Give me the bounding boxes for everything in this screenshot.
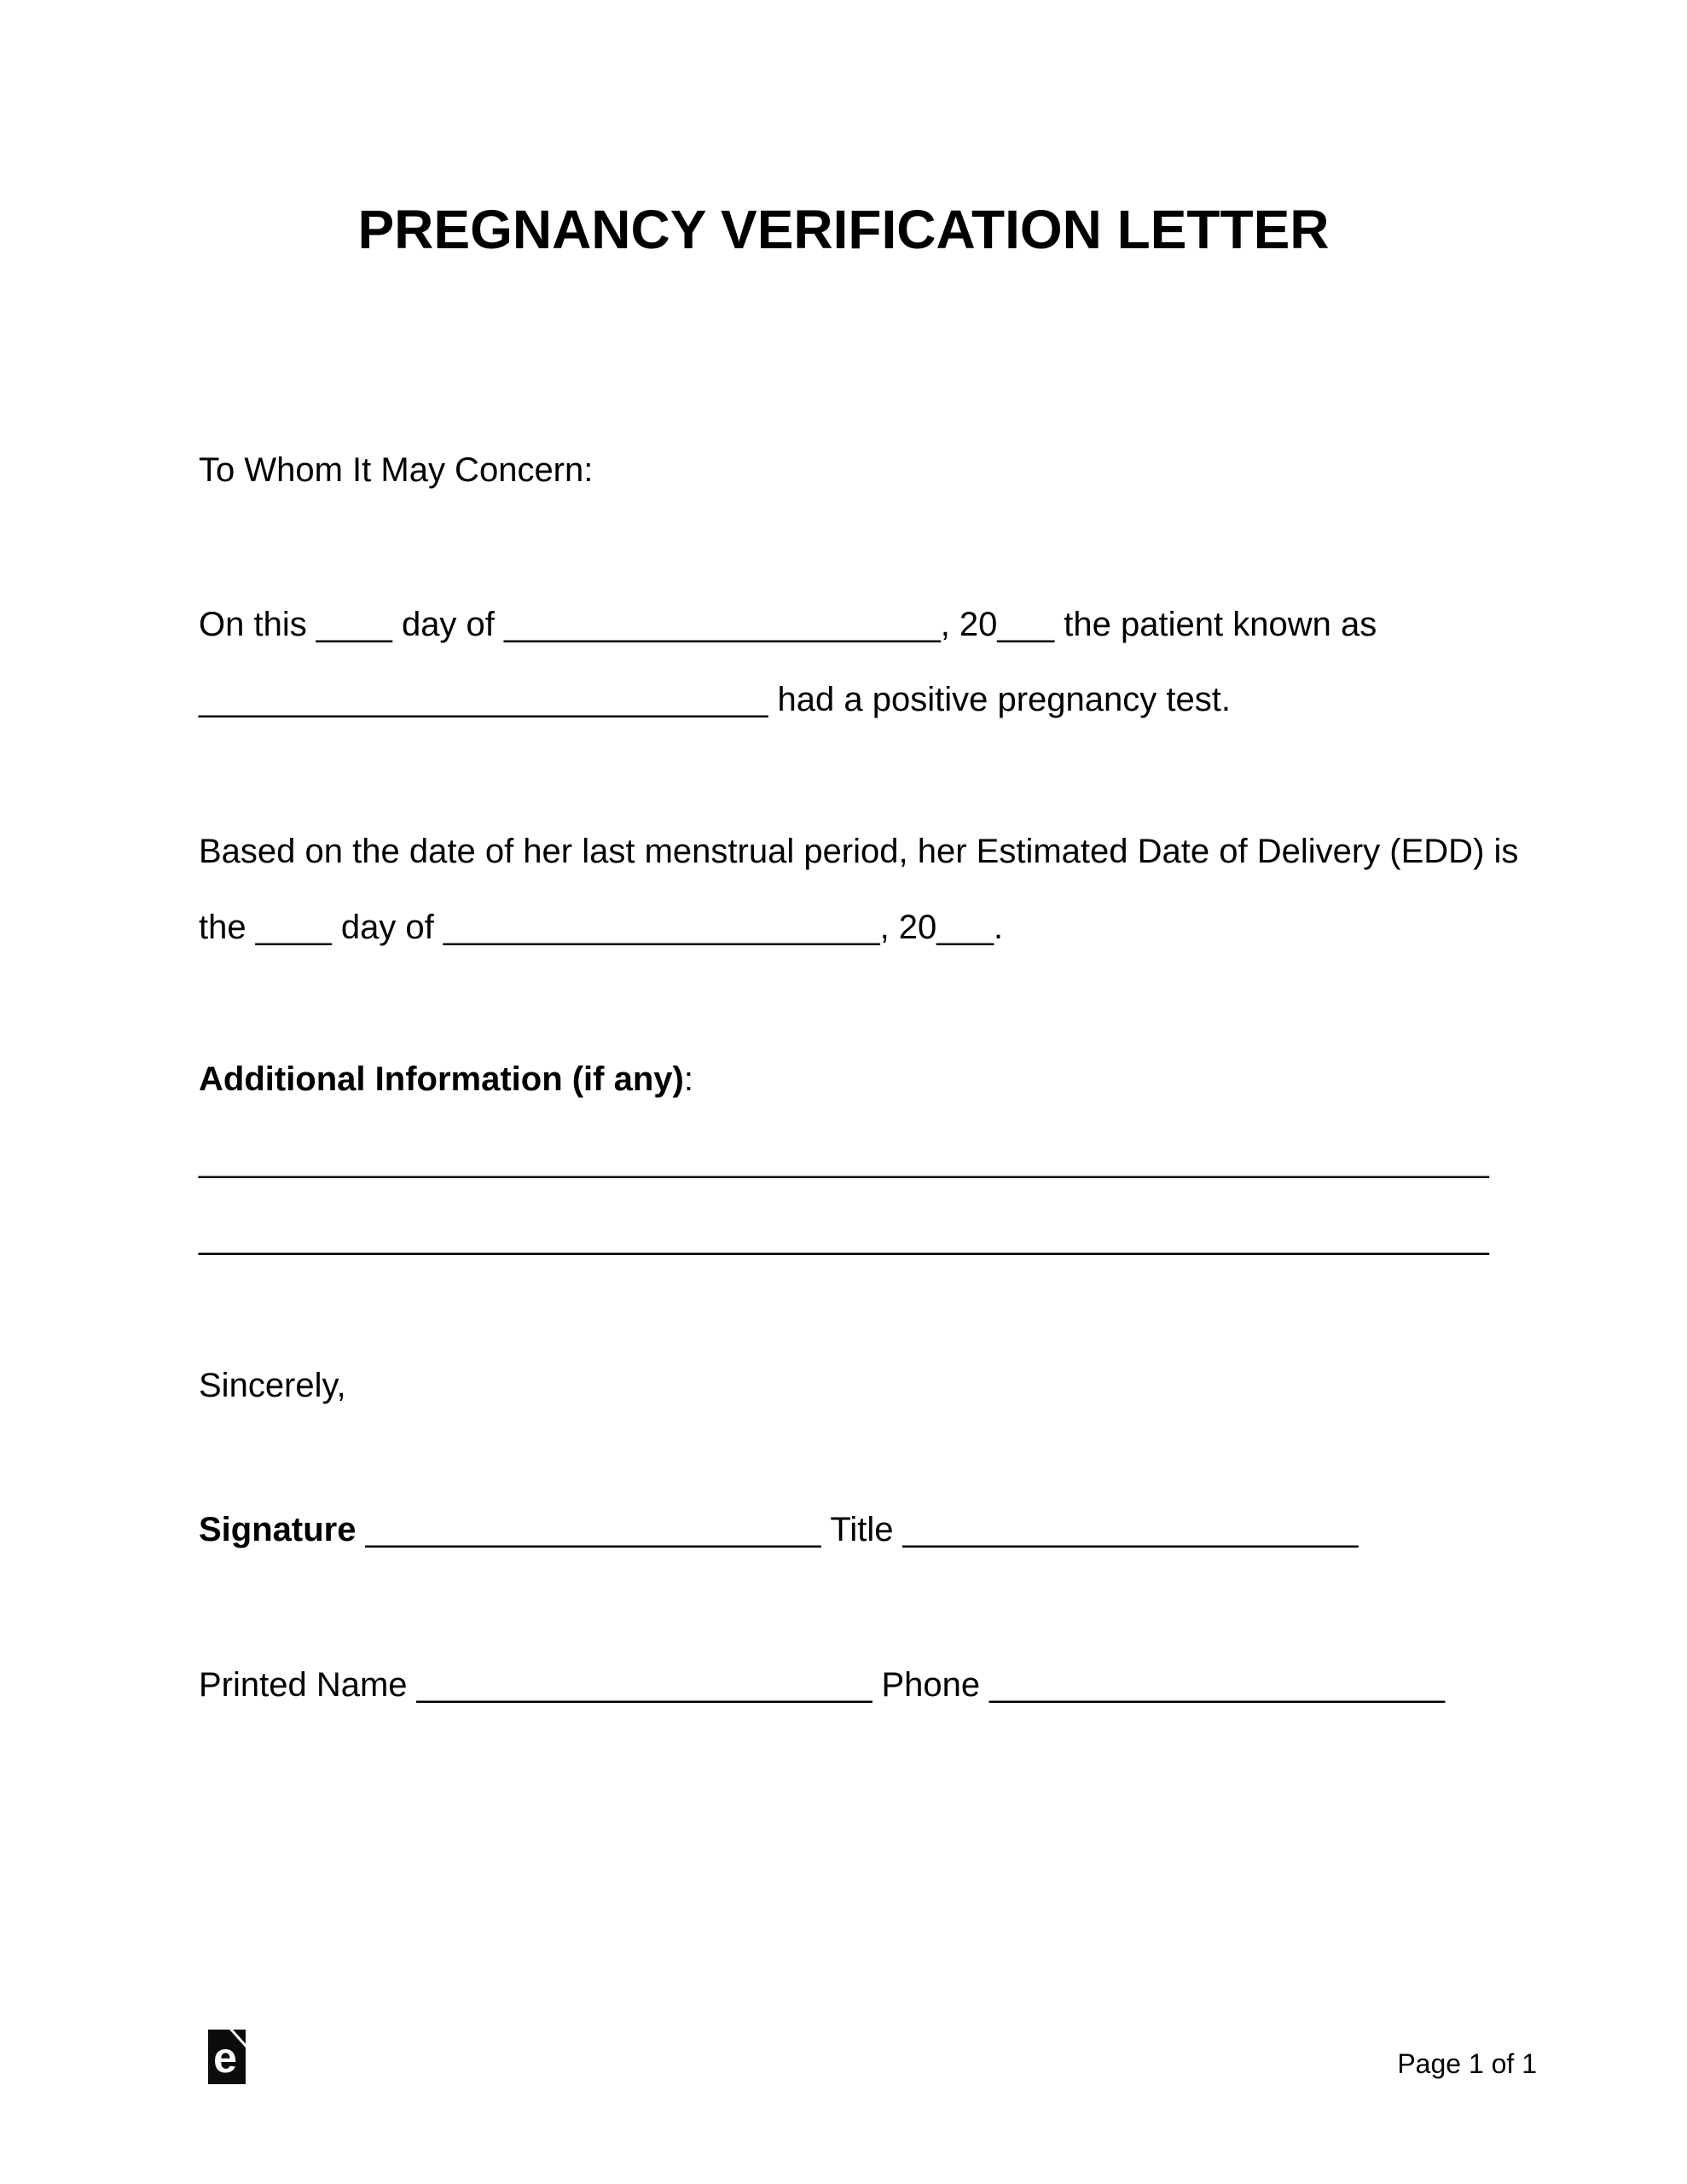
additional-info-blank-line-1: ____________________________________________________________________	[199, 1141, 1489, 1179]
title-blank: ________________________	[902, 1511, 1359, 1548]
edd-line-2	[199, 910, 1003, 944]
logo-letter: e	[213, 2034, 237, 2082]
intro-line-1	[199, 607, 1377, 642]
printed-name-label: Printed Name	[199, 1666, 408, 1704]
additional-info-label: Additional Information (if any)	[199, 1060, 684, 1098]
day-blank: ____	[316, 606, 392, 643]
edd-year-blank: ___	[936, 909, 994, 946]
year-prefix: , 20	[940, 606, 998, 643]
title-label: Title	[830, 1511, 894, 1548]
year-blank: ___	[997, 606, 1055, 643]
additional-info-colon: :	[683, 1060, 693, 1098]
signature-row	[199, 1513, 1358, 1547]
additional-info-heading	[199, 1062, 693, 1096]
edd-text-pre: the	[199, 909, 256, 946]
intro-text-pre: On this	[199, 606, 316, 643]
document-title: PREGNANCY VERIFICATION LETTER	[357, 199, 1330, 260]
positive-test-text: had a positive pregnancy test.	[768, 681, 1231, 718]
closing-text: Sincerely,	[199, 1367, 346, 1404]
edd-year-prefix: , 20	[879, 909, 937, 946]
phone-label: Phone	[881, 1666, 981, 1704]
salutation: To Whom It May Concern:	[199, 451, 594, 489]
edd-line-1: Based on the date of her last menstrual period, her Estimated Date of Delivery (EDD) is	[199, 833, 1519, 870]
additional-info-blank-line-2: ____________________________________________________________________	[199, 1218, 1489, 1256]
edd-month-blank: _______________________	[443, 909, 880, 946]
intro-text-mid: day of	[391, 606, 505, 643]
page-indicator: Page 1 of 1	[1397, 2048, 1537, 2079]
signature-label: Signature	[199, 1511, 357, 1548]
printed-name-row	[199, 1668, 1445, 1702]
month-blank: _______________________	[504, 606, 941, 643]
intro-line-2	[199, 682, 1231, 717]
phone-blank: ________________________	[989, 1666, 1446, 1704]
signature-blank: ________________________	[365, 1511, 821, 1548]
edd-text-post: .	[994, 909, 1004, 946]
edd-text-mid: day of	[331, 909, 443, 946]
eforms-logo	[208, 2030, 246, 2084]
printed-name-blank: ________________________	[416, 1666, 872, 1704]
edd-day-blank: ____	[255, 909, 332, 946]
patient-name-blank: ______________________________	[199, 681, 768, 718]
intro-text-post: the patient known as	[1054, 606, 1377, 643]
